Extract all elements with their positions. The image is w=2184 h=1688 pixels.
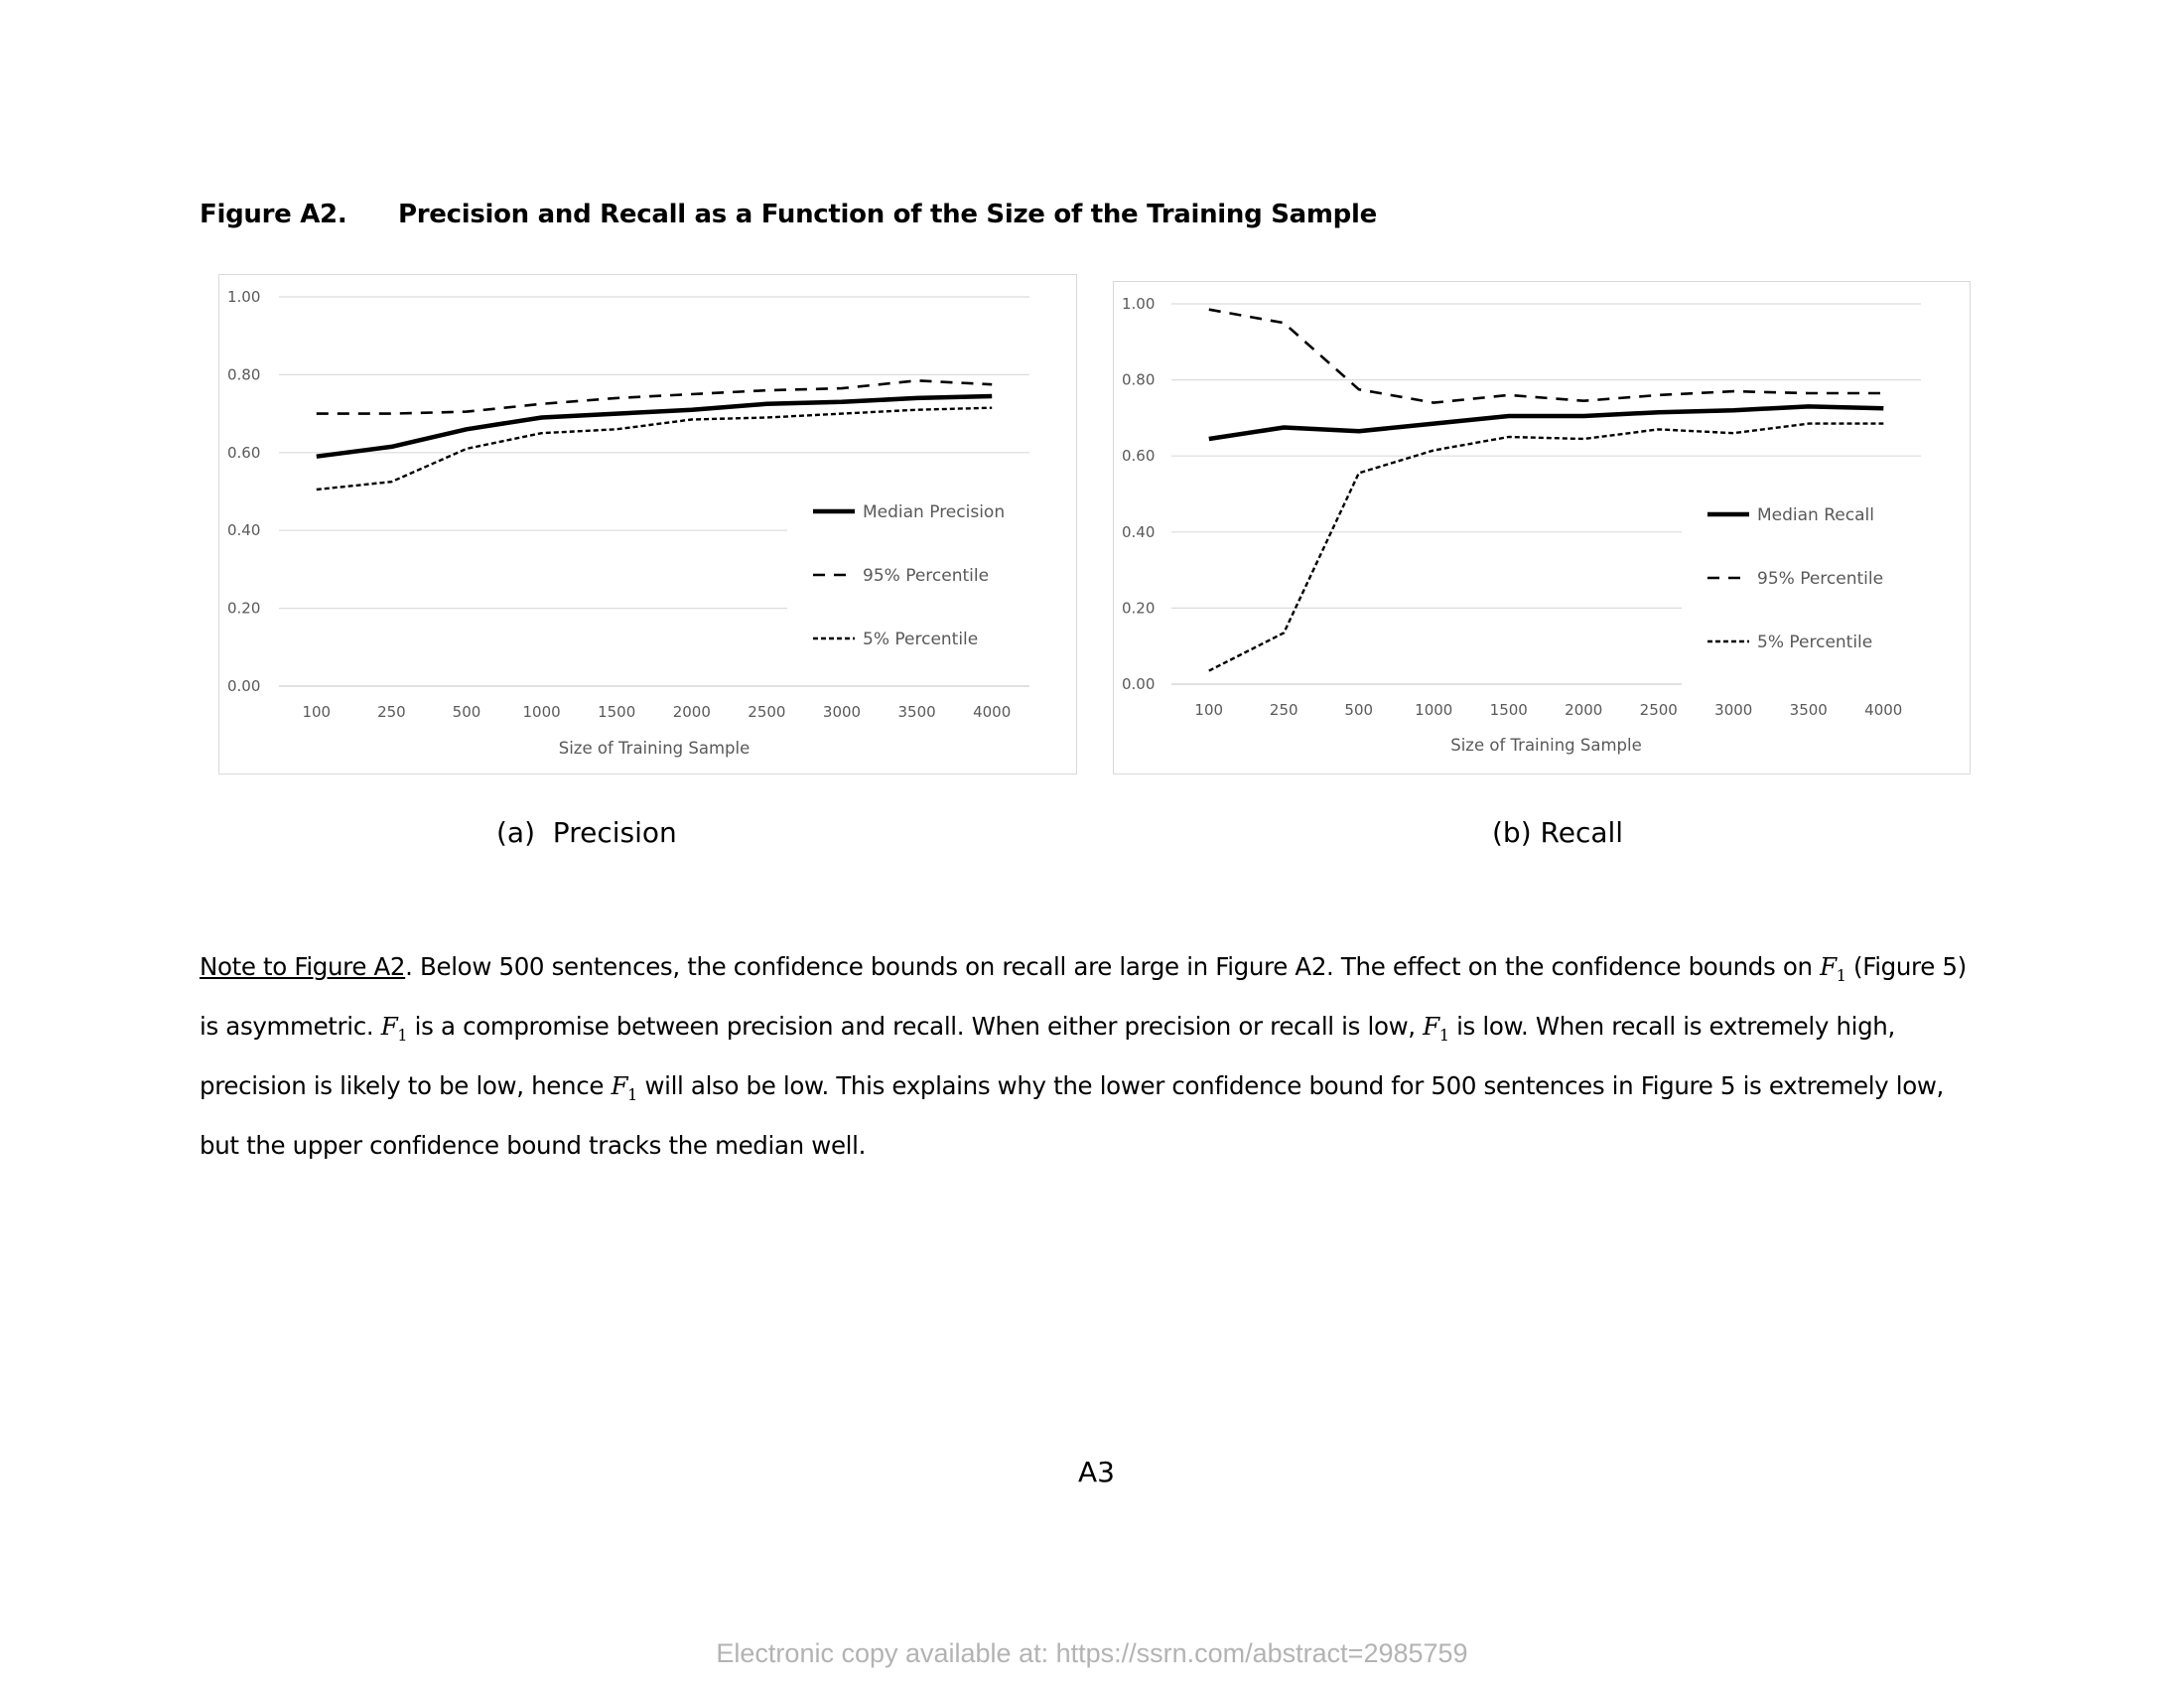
f1-subscript: 1 xyxy=(1836,965,1846,985)
precision-x-tick-label: 500 xyxy=(452,703,481,721)
recall-y-tick-label: 0.60 xyxy=(1122,447,1156,466)
precision-legend-label: 95% Percentile xyxy=(863,566,990,586)
note-text-2: (Figure 5) is asymmetric. xyxy=(200,952,1967,1041)
precision-chart xyxy=(218,274,1077,774)
figure-title xyxy=(200,200,1377,229)
note-text-3: is a compromise between precision and recall. When either precision or recall is low, xyxy=(407,1011,1424,1041)
recall-x-tick-label: 3000 xyxy=(1714,701,1753,719)
note-heading: Note to Figure A2 xyxy=(200,952,406,981)
page-number: A3 xyxy=(1078,1456,1115,1488)
f1-letter: F xyxy=(1820,952,1837,981)
f1-symbol xyxy=(1423,1011,1449,1045)
f1-subscript: 1 xyxy=(627,1084,637,1104)
precision-x-tick-label: 4000 xyxy=(973,703,1012,721)
precision-x-tick-label: 2500 xyxy=(748,703,786,721)
precision-legend-label: Median Precision xyxy=(863,502,1006,522)
f1-subscript: 1 xyxy=(397,1025,408,1045)
footer-notice: Electronic copy available at: https://ssrn.com/abstract=2985759 xyxy=(716,1638,1468,1668)
precision-x-tick-label: 250 xyxy=(377,703,406,721)
note-text-5: will also be low. This explains why the lower confidence bound for 500 sentences in Figure 5 is extremely low, but the upper confidence bound tracks the median well. xyxy=(200,1070,1944,1160)
recall-x-tick-label: 3500 xyxy=(1789,701,1828,719)
precision-x-tick-label: 100 xyxy=(302,703,332,721)
note-text-1: . Below 500 sentences, the confidence bounds on recall are large in Figure A2. The effect on the confidence bounds on xyxy=(405,952,1821,981)
recall-legend-label: Median Recall xyxy=(1757,505,1874,525)
precision-chart-svg xyxy=(219,275,1076,774)
recall-chart xyxy=(1113,281,1971,774)
recall-y-tick-label: 1.00 xyxy=(1122,295,1156,313)
figure-label: Figure A2. xyxy=(200,200,347,229)
recall-legend-label: 5% Percentile xyxy=(1757,633,1873,652)
recall-x-tick-label: 2000 xyxy=(1565,701,1603,719)
recall-y-tick-label: 0.20 xyxy=(1122,599,1156,618)
precision-series-dotted-line xyxy=(317,408,992,490)
recall-x-tick-label: 1500 xyxy=(1489,701,1528,719)
precision-y-tick-label: 0.80 xyxy=(227,365,261,384)
recall-x-tick-label: 4000 xyxy=(1864,701,1903,719)
recall-x-tick-label: 2500 xyxy=(1639,701,1678,719)
f1-symbol xyxy=(380,1011,408,1045)
recall-x-tick-label: 100 xyxy=(1194,701,1224,719)
precision-x-tick-label: 3500 xyxy=(897,703,936,721)
precision-legend-label: 5% Percentile xyxy=(863,630,979,649)
f1-symbol xyxy=(1820,952,1846,985)
recall-x-tick-label: 500 xyxy=(1344,701,1374,719)
precision-y-tick-label: 0.40 xyxy=(227,521,261,540)
precision-y-tick-label: 0.00 xyxy=(227,677,261,695)
recall-legend-label: 95% Percentile xyxy=(1757,569,1884,589)
f1-letter: F xyxy=(611,1070,628,1100)
precision-x-axis-label: Size of Training Sample xyxy=(558,739,751,758)
recall-series-solid-line xyxy=(1209,406,1884,439)
recall-y-tick-label: 0.40 xyxy=(1122,522,1156,541)
recall-chart-svg xyxy=(1114,282,1970,774)
precision-x-tick-label: 1500 xyxy=(598,703,636,721)
precision-y-tick-label: 0.20 xyxy=(227,599,261,618)
f1-letter: F xyxy=(380,1011,398,1041)
f1-subscript: 1 xyxy=(1438,1025,1449,1045)
precision-y-tick-label: 0.60 xyxy=(227,443,261,462)
precision-series-solid-line xyxy=(317,396,992,457)
recall-y-tick-label: 0.80 xyxy=(1122,370,1156,389)
f1-letter: F xyxy=(1423,1011,1439,1041)
recall-series-dashed-line xyxy=(1209,310,1884,403)
precision-x-tick-label: 3000 xyxy=(822,703,862,721)
caption-recall: (b) Recall xyxy=(1492,816,1624,849)
recall-x-axis-label: Size of Training Sample xyxy=(1450,736,1642,755)
recall-x-tick-label: 250 xyxy=(1269,701,1298,719)
figure-title-text: Precision and Recall as a Function of the Size of the Training Sample xyxy=(398,200,1377,229)
precision-y-tick-label: 1.00 xyxy=(227,288,261,306)
precision-series-dashed-line xyxy=(317,380,992,413)
precision-x-tick-label: 2000 xyxy=(672,703,711,721)
precision-x-tick-label: 1000 xyxy=(522,703,561,721)
recall-y-tick-label: 0.00 xyxy=(1122,675,1156,693)
caption-precision: (a) Precision xyxy=(496,816,677,849)
recall-x-tick-label: 1000 xyxy=(1415,701,1453,719)
note-text-4: is low. When recall is extremely high, precision is likely to be low, hence xyxy=(200,1011,1895,1100)
figure-note xyxy=(200,941,1986,1171)
f1-symbol xyxy=(611,1070,638,1104)
